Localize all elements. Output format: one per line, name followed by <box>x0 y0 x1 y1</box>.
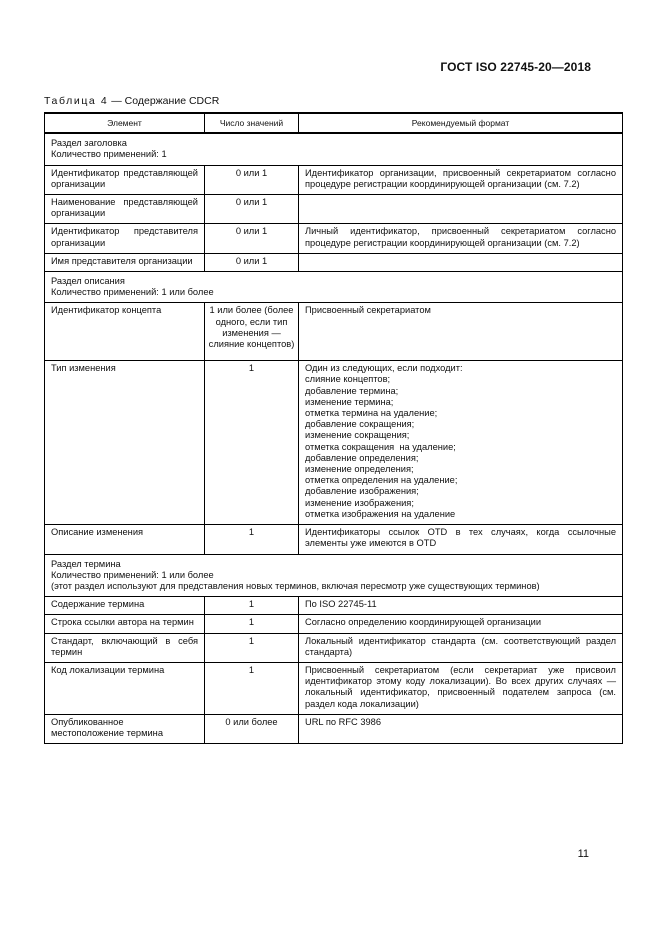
element-cell: Тип изменения <box>45 361 205 525</box>
list-item: добавление определения; <box>305 452 419 463</box>
table-row <box>45 253 623 271</box>
list-item: отметка сокращения на удаление; <box>305 441 456 452</box>
count-cell: 1 <box>205 662 299 714</box>
format-cell: Локальный идентификатор стандарта (см. соответствующий раздел стандарта) <box>299 633 623 662</box>
format-cell: Согласно определению координирующей организации <box>299 615 623 633</box>
section-title: Раздел термина <box>51 558 121 569</box>
format-cell: Присвоенный секретариатом <box>299 303 623 361</box>
element-cell: Код локализации термина <box>45 662 205 714</box>
section-usage: Количество применений: 1 или более <box>51 287 214 298</box>
list-item: добавление сокращения; <box>305 419 415 430</box>
table-row <box>45 224 623 253</box>
change-type-intro: Один из следующих, если подходит: <box>305 363 463 374</box>
list-item: добавление термина; <box>305 385 399 396</box>
table-title <box>44 95 219 107</box>
count-cell: 1 <box>205 633 299 662</box>
section-row-term <box>45 554 623 597</box>
format-cell: Идентификаторы ссылок OTD в тех случаях, когда ссылочные элементы уже имеются в OTD <box>299 525 623 554</box>
table-row <box>45 195 623 224</box>
list-item: отметка термина на удаление; <box>305 408 438 419</box>
list-item: изменение термина; <box>305 396 394 407</box>
section-note: (этот раздел используют для представления новых терминов, включая пересмотр уже существующих терминов) <box>51 580 540 591</box>
count-cell: 1 <box>205 525 299 554</box>
element-cell: Строка ссылки автора на термин <box>45 615 205 633</box>
section-header-cell <box>45 272 623 303</box>
element-cell: Имя представителя организации <box>45 253 205 271</box>
table-row <box>45 615 623 633</box>
table-row <box>45 165 623 194</box>
section-title: Раздел описания <box>51 276 125 287</box>
element-cell: Наименование представляющей организации <box>45 195 205 224</box>
list-item: добавление изображения; <box>305 486 419 497</box>
section-usage: Количество применений: 1 <box>51 149 167 160</box>
format-cell <box>299 195 623 224</box>
section-title: Раздел заголовка <box>51 138 127 149</box>
format-cell: Личный идентификатор, присвоенный секретариатом согласно процедуре регистрации координирующей организации (см. 7.2) <box>299 224 623 253</box>
section-header-cell <box>45 133 623 165</box>
table-row <box>45 525 623 554</box>
element-cell: Стандарт, включающий в себя термин <box>45 633 205 662</box>
standard-code-header: ГОСТ ISO 22745-20—2018 <box>440 60 591 74</box>
table-row <box>45 361 623 525</box>
column-header-element: Элемент <box>45 113 205 133</box>
element-cell: Опубликованное местоположение термина <box>45 714 205 743</box>
format-cell: По ISO 22745-11 <box>299 597 623 615</box>
table-row <box>45 633 623 662</box>
list-item: изменение определения; <box>305 464 414 475</box>
element-cell: Идентификатор представителя организации <box>45 224 205 253</box>
count-cell: 0 или 1 <box>205 195 299 224</box>
format-cell <box>299 253 623 271</box>
section-row-header <box>45 133 623 165</box>
list-item: изменение сокращения; <box>305 430 410 441</box>
table-row <box>45 597 623 615</box>
element-cell: Описание изменения <box>45 525 205 554</box>
element-cell: Идентификатор концепта <box>45 303 205 361</box>
count-cell: 0 или 1 <box>205 165 299 194</box>
list-item: отметка определения на удаление; <box>305 475 458 486</box>
table-title-prefix: Таблица 4 <box>44 95 109 107</box>
format-cell: Присвоенный секретариатом (если секретариат уже присвоил идентификатор этому коду локализации). Во всех других случаях — локальный идентификатор, присвоенный подателем запроса (см. раздел кода локализации) <box>299 662 623 714</box>
count-cell: 1 или более (более одного, если тип изменения — слияние концептов) <box>205 303 299 361</box>
count-cell: 1 <box>205 361 299 525</box>
count-cell: 1 <box>205 597 299 615</box>
table-header-row <box>45 113 623 133</box>
format-cell-change-types <box>299 361 623 525</box>
format-cell: URL по RFC 3986 <box>299 714 623 743</box>
count-cell: 0 или более <box>205 714 299 743</box>
column-header-format: Рекомендуемый формат <box>299 113 623 133</box>
list-item: слияние концептов; <box>305 374 391 385</box>
section-usage: Количество применений: 1 или более <box>51 569 214 580</box>
section-row-description <box>45 272 623 303</box>
page-number: 11 <box>577 848 589 860</box>
table-row <box>45 714 623 743</box>
count-cell: 1 <box>205 615 299 633</box>
list-item: отметка изображения на удаление <box>305 508 456 519</box>
element-cell: Идентификатор представляющей организации <box>45 165 205 194</box>
table-title-rest: — Содержание CDCR <box>108 95 220 107</box>
column-header-count: Число значений <box>205 113 299 133</box>
format-cell: Идентификатор организации, присвоенный секретариатом согласно процедуре регистрации координирующей организации (см. 7.2) <box>299 165 623 194</box>
element-cell: Содержание термина <box>45 597 205 615</box>
table-row <box>45 662 623 714</box>
section-header-cell <box>45 554 623 597</box>
count-cell: 0 или 1 <box>205 253 299 271</box>
list-item: изменение изображения; <box>305 497 414 508</box>
count-cell: 0 или 1 <box>205 224 299 253</box>
cdcr-content-table <box>44 112 623 744</box>
table-row <box>45 303 623 361</box>
